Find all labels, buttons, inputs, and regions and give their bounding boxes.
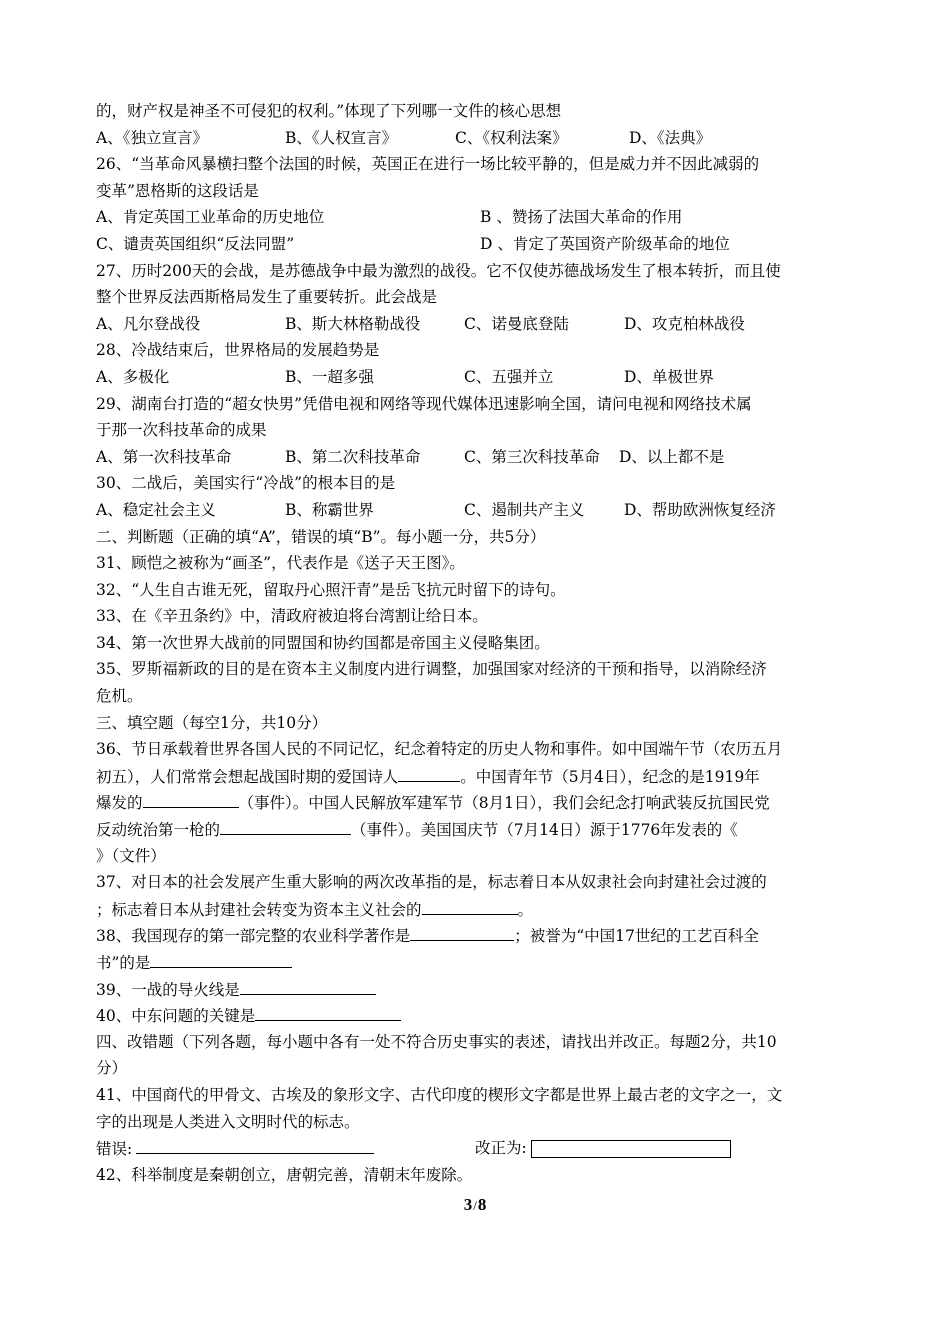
question-25-stem: 的，财产权是神圣不可侵犯的权利。”体现了下列哪一文件的核心思想 bbox=[96, 102, 562, 120]
option-c: C、《权利法案》 bbox=[455, 128, 568, 147]
question-29-stem: 29、湖南台打造的“超女快男”凭借电视和网络等现代媒体迅速影响全国，请问电视和网络技术属 bbox=[96, 394, 752, 413]
option-b: B、《人权宣言》 bbox=[285, 128, 398, 147]
question-34: 34、第一次世界大战前的同盟国和协约国都是帝国主义侵略集团。 bbox=[96, 633, 550, 652]
option-a: A、稳定社会主义 bbox=[96, 500, 216, 519]
question-36-text: 爆发的 bbox=[96, 794, 143, 813]
question-36-line-4 bbox=[96, 816, 856, 843]
error-input[interactable] bbox=[136, 1135, 374, 1154]
exam-page bbox=[96, 98, 856, 1188]
question-36-text: 。中国青年节（5月4日），纪念的是1919年 bbox=[460, 767, 760, 786]
option-b: B、第二次科技革命 bbox=[285, 447, 421, 466]
question-26-stem: 26、“当革命风暴横扫整个法国的时候，英国正在进行一场比较平静的，但是威力并不因此减弱的 bbox=[96, 155, 760, 174]
option-c: C、第三次科技革命 bbox=[464, 447, 600, 466]
question-28-options bbox=[96, 364, 856, 391]
question-39-text: 39、一战的导火线是 bbox=[96, 980, 240, 999]
option-b: B 、赞扬了法国大革命的作用 bbox=[480, 208, 683, 227]
question-41-answer-row bbox=[96, 1135, 856, 1162]
blank-wwi-trigger[interactable] bbox=[240, 976, 376, 995]
total-pages: 8 bbox=[477, 1195, 487, 1214]
correction-field-group bbox=[475, 1135, 731, 1162]
question-27-stem-cont: 整个世界反法西斯格局发生了重要转折。此会战是 bbox=[96, 288, 438, 307]
question-36-line-3 bbox=[96, 789, 856, 816]
question-37-text: ；标志着日本从封建社会转变为资本主义社会的 bbox=[96, 900, 422, 919]
option-d: D、以上都不是 bbox=[619, 447, 725, 466]
correction-label: 改正为: bbox=[475, 1139, 527, 1158]
question-36-text: （事件）。美国国庆节（7月14日）源于1776年发表的《 bbox=[351, 821, 738, 840]
option-a: A、第一次科技革命 bbox=[96, 447, 232, 466]
page-separator: / bbox=[473, 1198, 477, 1213]
question-39 bbox=[96, 976, 856, 1003]
blank-craft-encyclopedia[interactable] bbox=[150, 949, 292, 968]
option-c: C、诺曼底登陆 bbox=[464, 314, 569, 333]
question-40 bbox=[96, 1002, 856, 1029]
question-36-text: 初五），人们常常会想起战国时期的爱国诗人 bbox=[96, 767, 399, 786]
question-28-stem: 28、冷战结束后，世界格局的发展趋势是 bbox=[96, 341, 380, 360]
option-d: D、《法典》 bbox=[629, 128, 712, 147]
error-label: 错误: bbox=[96, 1140, 133, 1159]
question-41: 41、中国商代的甲骨文、古埃及的象形文字、古代印度的楔形文字都是世界上最古老的文字之一，文 bbox=[96, 1085, 783, 1104]
question-31: 31、顾恺之被称为“画圣”，代表作是《送子天王图》。 bbox=[96, 554, 465, 573]
option-d: D、攻克柏林战役 bbox=[624, 314, 745, 333]
question-37: 37、对日本的社会发展产生重大影响的两次改革指的是，标志着日本从奴隶社会向封建社会过渡的 bbox=[96, 873, 767, 892]
question-40-text: 40、中东问题的关键是 bbox=[96, 1007, 256, 1026]
section-2-heading: 二、判断题（正确的填“A”，错误的填“B”。每小题一分，共5分） bbox=[96, 527, 546, 546]
question-29-stem-cont: 于那一次科技革命的成果 bbox=[96, 421, 267, 440]
option-a: A、《独立宣言》 bbox=[96, 128, 208, 147]
option-a: A、凡尔登战役 bbox=[96, 314, 201, 333]
blank-poet[interactable] bbox=[398, 763, 460, 782]
question-38-line-2 bbox=[96, 949, 856, 976]
question-25-options bbox=[96, 125, 856, 152]
option-b: B、称霸世界 bbox=[285, 500, 374, 519]
blank-meiji-reform[interactable] bbox=[422, 896, 518, 915]
question-32: 32、“人生自古谁无死，留取丹心照汗青”是岳飞抗元时留下的诗句。 bbox=[96, 580, 566, 599]
question-26-options-ab bbox=[96, 204, 856, 231]
question-26-options-cd bbox=[96, 231, 856, 258]
question-30-options bbox=[96, 497, 856, 524]
blank-middle-east-key[interactable] bbox=[255, 1002, 401, 1021]
correction-input[interactable] bbox=[531, 1140, 731, 1158]
option-a: A、多极化 bbox=[96, 367, 170, 386]
option-b: B、一超多强 bbox=[285, 367, 374, 386]
question-38-text: 书”的是 bbox=[96, 954, 151, 972]
question-30-stem: 30、二战后，美国实行“冷战”的根本目的是 bbox=[96, 474, 396, 493]
section-3-heading: 三、填空题（每空1分，共10分） bbox=[96, 713, 328, 732]
section-4-heading: 四、改错题（下列各题，每小题中各有一处不符合历史事实的表述，请找出并改正。每题2分，共10 bbox=[96, 1032, 777, 1051]
option-c: C、谴责英国组织“反法同盟” bbox=[96, 234, 295, 253]
option-d: D 、肯定了英国资产阶级革命的地位 bbox=[480, 234, 730, 253]
option-c: C、遏制共产主义 bbox=[464, 500, 585, 519]
question-38-text: 38、我国现存的第一部完整的农业科学著作是 bbox=[96, 927, 411, 946]
section-4-heading-cont: 分） bbox=[96, 1059, 128, 1078]
question-36-line-5: 》（文件） bbox=[96, 846, 166, 865]
blank-uprising-event[interactable] bbox=[220, 816, 351, 835]
question-36-line-2 bbox=[96, 763, 856, 790]
question-36-text: （事件）。中国人民解放军建军节（8月1日），我们会纪念打响武装反抗国民党 bbox=[238, 794, 770, 813]
question-37-text: 。 bbox=[517, 900, 534, 919]
question-26-stem-cont: 变革”恩格斯的这段话是 bbox=[96, 181, 259, 200]
error-field-group bbox=[96, 1135, 475, 1162]
option-d: D、单极世界 bbox=[624, 367, 714, 386]
option-b: B、斯大林格勒战役 bbox=[285, 314, 421, 333]
question-42: 42、科举制度是秦朝创立，唐朝完善，清朝末年废除。 bbox=[96, 1165, 473, 1184]
question-33: 33、在《辛丑条约》中，清政府被迫将台湾割让给日本。 bbox=[96, 607, 488, 626]
question-35: 35、罗斯福新政的目的是在资本主义制度内进行调整，加强国家对经济的干预和指导，以消除经济 bbox=[96, 660, 767, 679]
question-36: 36、节日承载着世界各国人民的不同记忆，纪念着特定的历史人物和事件。如中国端午节（农历五月 bbox=[96, 740, 783, 759]
question-38 bbox=[96, 922, 856, 949]
question-38-text: ；被誉为“中国17世纪的工艺百科全 bbox=[514, 927, 759, 946]
current-page: 3 bbox=[463, 1195, 473, 1214]
question-27-stem: 27、历时200天的会战，是苏德战争中最为激烈的战役。它不仅使苏德战场发生了根本转折，而且使 bbox=[96, 261, 781, 280]
option-a: A、肯定英国工业革命的历史地位 bbox=[96, 208, 325, 227]
blank-agriculture-book[interactable] bbox=[410, 922, 514, 941]
blank-may-fourth-event[interactable] bbox=[143, 789, 239, 808]
question-35-cont: 危机。 bbox=[96, 687, 143, 706]
question-29-options bbox=[96, 444, 856, 471]
option-c: C、五强并立 bbox=[464, 367, 554, 386]
question-37-line-2 bbox=[96, 896, 856, 923]
question-27-options bbox=[96, 311, 856, 338]
page-number bbox=[0, 1195, 950, 1215]
question-41-cont: 字的出现是人类进入文明时代的标志。 bbox=[96, 1112, 360, 1131]
question-36-text: 反动统治第一枪的 bbox=[96, 821, 221, 840]
option-d: D、帮助欧洲恢复经济 bbox=[624, 500, 776, 519]
